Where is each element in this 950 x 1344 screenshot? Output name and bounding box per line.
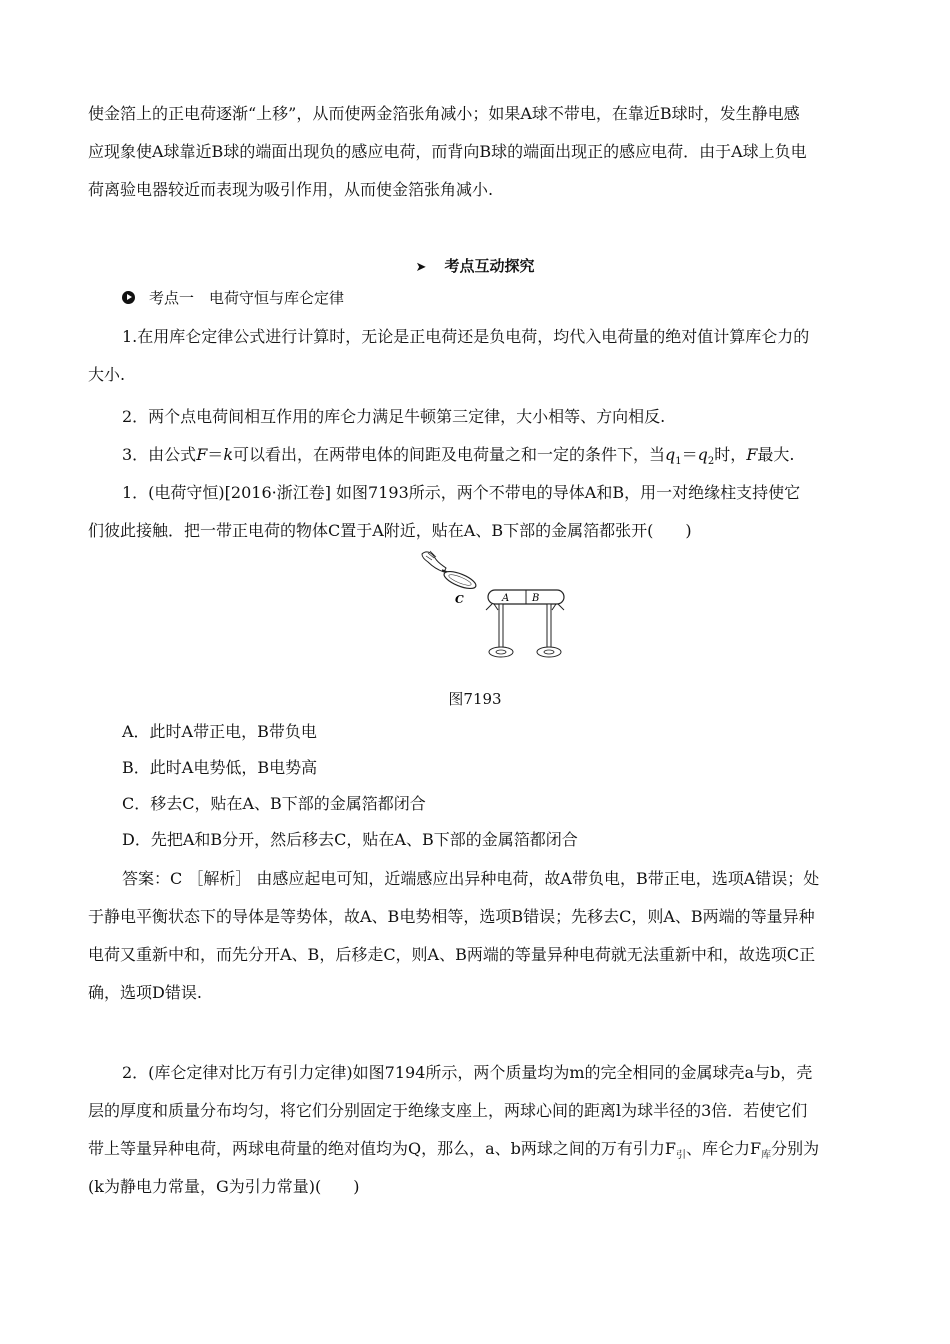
figure-caption: 图7193 bbox=[448, 690, 502, 708]
option-b: B．此时A电势低，B电势高 bbox=[122, 758, 318, 777]
question-2-line-4: (k为静电力常量，G为引力常量)( ) bbox=[88, 1177, 360, 1196]
point-1-line-1: 1.在用库仑定律公式进行计算时，无论是正电荷还是负电荷，均代入电荷量的绝对值计算库仑力的 bbox=[122, 327, 810, 346]
foil-b bbox=[552, 604, 564, 610]
arrow-icon: ➤ bbox=[415, 260, 427, 275]
charged-rod-c bbox=[442, 568, 478, 592]
intro-line-1: 使金箔上的正电荷逐渐“上移”，从而使两金箔张角减小；如果A球不带电，在靠近B球时，发生静电感 bbox=[88, 104, 800, 123]
question-1-stem-line-2: 们彼此接触．把一带正电荷的物体C置于A附近，贴在A、B下部的金属箔都张开( ) bbox=[88, 521, 692, 540]
option-a: A．此时A带正电，B带负电 bbox=[122, 722, 317, 741]
intro-line-3: 荷离验电器较近而表现为吸引作用，从而使金箔张角减小. bbox=[88, 180, 494, 199]
question-2-line-2: 层的厚度和质量分布均匀，将它们分别固定于绝缘支座上，两球心间的距离l为球半径的3倍．若使它们 bbox=[88, 1101, 808, 1120]
label-b: B bbox=[532, 593, 540, 604]
label-a: A bbox=[502, 593, 510, 604]
foil-a bbox=[486, 604, 498, 610]
answer-line-3: 电荷又重新中和，而先分开A、B，后移走C，则A、B两端的等量异种电荷就无法重新中和，故选项C正 bbox=[88, 945, 816, 964]
answer-line-2: 于静电平衡状态下的导体是等势体，故A、B电势相等，选项B错误；先移去C，则A、B两端的等量异种 bbox=[88, 907, 815, 926]
label-c: C bbox=[455, 593, 464, 606]
subsection-title: 考点一 电荷守恒与库仑定律 bbox=[149, 289, 345, 307]
question-1-stem-line-1: 1．(电荷守恒)[2016·浙江卷] 如图7193所示，两个不带电的导体A和B，用一对绝缘柱支持使它 bbox=[122, 483, 801, 502]
play-bullet-icon bbox=[122, 291, 135, 304]
point-3: 3．由公式F＝k可以看出，在两带电体的间距及电荷量之和一定的条件下，当$q_1=q_2$时，F最大. bbox=[122, 445, 795, 468]
question-2-line-1: 2．(库仑定律对比万有引力定律)如图7194所示，两个质量均为m的完全相同的金属球壳a与b，壳 bbox=[122, 1063, 813, 1082]
option-d: D．先把A和B分开，然后移去C，贴在A、B下部的金属箔都闭合 bbox=[122, 830, 578, 849]
question-2-line-3: 带上等量异种电荷，两球电荷量的绝对值均为Q，那么，a、b两球之间的万有引力$F_引$、库仑力$F_库$分别为 bbox=[88, 1139, 820, 1162]
figure-conductors-diagram bbox=[420, 548, 570, 664]
subsection-heading bbox=[122, 287, 344, 308]
intro-line-2: 应现象使A球靠近B球的端面出现负的感应电荷，而背向B球的端面出现正的感应电荷．由于A球上负电 bbox=[88, 142, 807, 161]
section-title: 考点互动探究 bbox=[444, 257, 535, 275]
point-2: 2．两个点电荷间相互作用的库仑力满足牛顿第三定律，大小相等、方向相反. bbox=[122, 407, 666, 426]
option-c: C．移去C，贴在A、B下部的金属箔都闭合 bbox=[122, 794, 426, 813]
answer-line-1: 答案：C ［解析］ 由感应起电可知，近端感应出异种电荷，故A带负电，B带正电，选项A错误；处 bbox=[122, 869, 820, 888]
answer-line-4: 确，选项D错误. bbox=[88, 983, 202, 1002]
point-1-line-2: 大小. bbox=[88, 365, 126, 384]
section-heading bbox=[0, 255, 950, 276]
